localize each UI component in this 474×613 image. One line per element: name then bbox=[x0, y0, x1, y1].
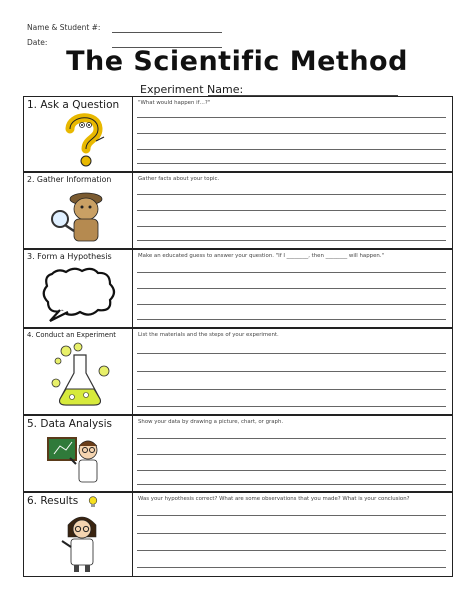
writing-line[interactable] bbox=[137, 484, 446, 485]
question-mark-icon bbox=[58, 111, 108, 169]
section-conduct-experiment bbox=[23, 328, 453, 415]
date-label: Date: bbox=[27, 38, 48, 47]
section-left-cell bbox=[24, 416, 133, 491]
section-title: 4. Conduct an Experiment bbox=[27, 331, 116, 339]
writing-line[interactable] bbox=[137, 438, 446, 439]
section-prompt: Make an educated guess to answer your question. "If I ________, then ________ will happen." bbox=[138, 253, 385, 259]
section-title: 5. Data Analysis bbox=[27, 418, 113, 430]
section-ask-question bbox=[23, 96, 453, 172]
section-left-cell bbox=[24, 250, 133, 327]
writing-line[interactable] bbox=[137, 117, 446, 118]
writing-line[interactable] bbox=[137, 149, 446, 150]
writing-line[interactable] bbox=[137, 240, 446, 241]
writing-line[interactable] bbox=[137, 226, 446, 227]
scientist-lightbulb-icon bbox=[60, 511, 104, 573]
writing-line[interactable] bbox=[137, 272, 446, 273]
page-title: The Scientific Method bbox=[66, 46, 408, 77]
section-left-cell bbox=[24, 329, 133, 414]
writing-line[interactable] bbox=[137, 389, 446, 390]
scientist-chalkboard-icon bbox=[46, 434, 110, 488]
section-title: 6. Results bbox=[27, 495, 79, 507]
section-form-hypothesis bbox=[23, 249, 453, 328]
section-prompt: "What would happen if…?" bbox=[138, 100, 211, 106]
thought-bubble-icon bbox=[38, 266, 120, 324]
writing-line[interactable] bbox=[137, 304, 446, 305]
section-left-cell bbox=[24, 97, 133, 171]
writing-line[interactable] bbox=[137, 194, 446, 195]
section-prompt: Was your hypothesis correct? What are some observations that you made? What is your conclusion? bbox=[138, 496, 410, 502]
detective-dog-icon bbox=[46, 185, 116, 245]
section-prompt: Show your data by drawing a picture, chart, or graph. bbox=[138, 419, 284, 425]
writing-line[interactable] bbox=[137, 371, 446, 372]
writing-line[interactable] bbox=[137, 210, 446, 211]
writing-line[interactable] bbox=[137, 515, 446, 516]
section-title: 1. Ask a Question bbox=[27, 99, 120, 111]
name-field[interactable] bbox=[112, 32, 222, 33]
writing-line[interactable] bbox=[137, 550, 446, 551]
section-title: 2. Gather Information bbox=[27, 175, 112, 184]
section-gather-information bbox=[23, 172, 453, 249]
writing-line[interactable] bbox=[137, 163, 446, 164]
writing-line[interactable] bbox=[137, 319, 446, 320]
writing-line[interactable] bbox=[137, 454, 446, 455]
writing-line[interactable] bbox=[137, 533, 446, 534]
section-title: 3. Form a Hypothesis bbox=[27, 252, 112, 261]
section-results bbox=[23, 492, 453, 577]
experiment-label: Experiment Name: bbox=[140, 83, 244, 96]
section-prompt: Gather facts about your topic. bbox=[138, 176, 220, 182]
writing-line[interactable] bbox=[137, 567, 446, 568]
writing-line[interactable] bbox=[137, 353, 446, 354]
writing-line[interactable] bbox=[137, 288, 446, 289]
section-left-cell bbox=[24, 173, 133, 248]
name-label: Name & Student #: bbox=[27, 23, 101, 32]
writing-line[interactable] bbox=[137, 406, 446, 407]
flask-icon bbox=[46, 341, 114, 411]
lightbulb-icon bbox=[88, 496, 98, 508]
writing-line[interactable] bbox=[137, 470, 446, 471]
section-prompt: List the materials and the steps of your experiment. bbox=[138, 332, 279, 338]
section-left-cell bbox=[24, 493, 133, 576]
writing-line[interactable] bbox=[137, 133, 446, 134]
section-data-analysis bbox=[23, 415, 453, 492]
